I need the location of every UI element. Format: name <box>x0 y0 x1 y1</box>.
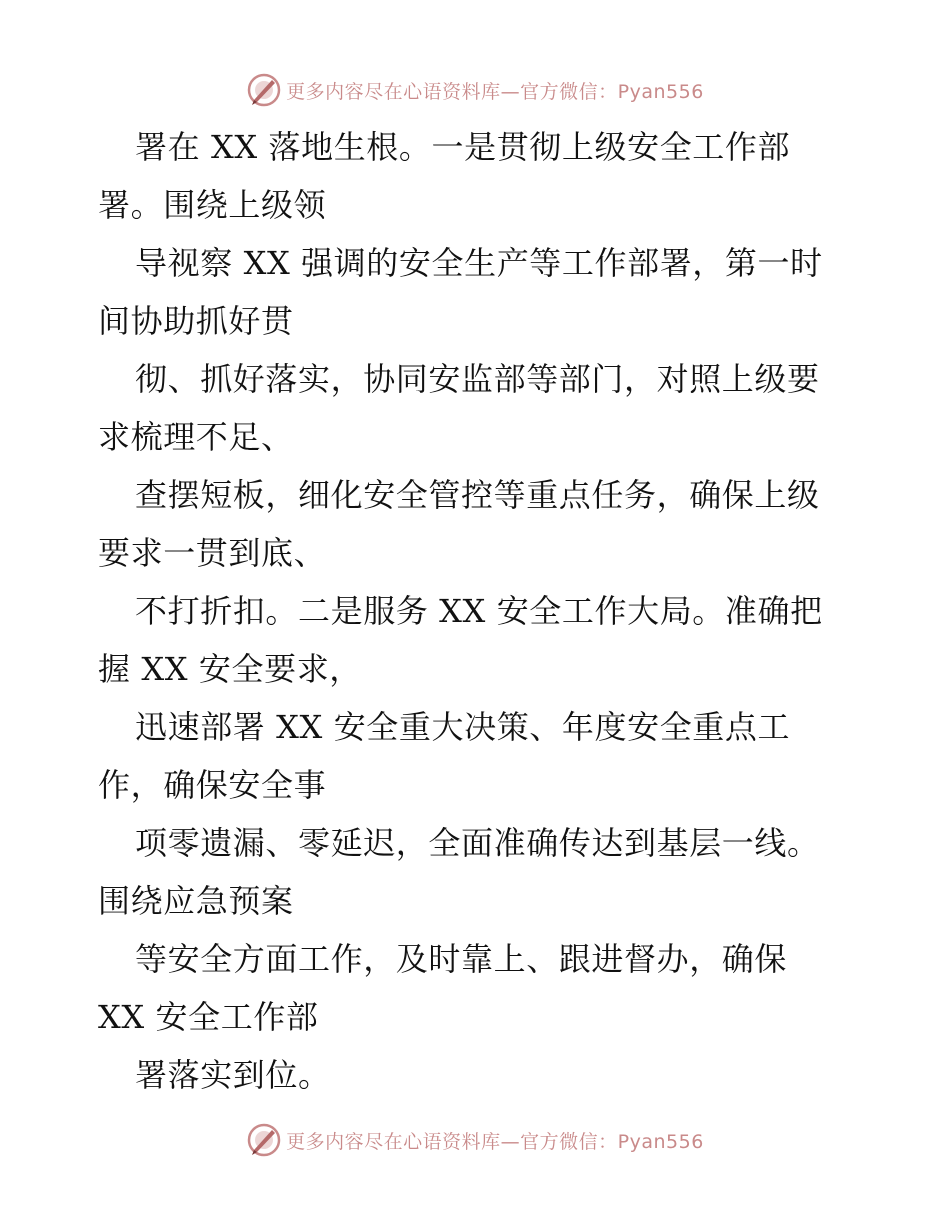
text-line: 迅速部署 XX 安全重大决策、年度安全重点工 <box>135 708 791 746</box>
text-line: 求梳理不足、 <box>98 418 294 456</box>
text-line: 间协助抓好贯 <box>98 302 294 340</box>
quill-pen-logo-icon <box>246 72 282 108</box>
watermark-text: 更多内容尽在心语资料库—官方微信：Pyan556 <box>286 80 704 103</box>
text-line: 要求一贯到底、 <box>98 534 327 572</box>
paragraph <box>98 1046 858 1104</box>
paragraph <box>98 814 858 930</box>
text-line: 等安全方面工作，及时靠上、跟进督办，确保 <box>135 940 788 978</box>
text-line: 署在 XX 落地生根。一是贯彻上级安全工作部 <box>135 128 791 166</box>
paragraph <box>98 350 858 466</box>
text-line: 署落实到位。 <box>135 1056 331 1094</box>
text-line: 作，确保安全事 <box>98 766 327 804</box>
paragraph <box>98 582 858 698</box>
text-line: 握 XX 安全要求， <box>98 650 362 688</box>
header-watermark <box>0 70 950 110</box>
document-body <box>98 118 858 1104</box>
paragraph <box>98 234 858 350</box>
footer-watermark <box>0 1120 950 1160</box>
quill-pen-logo-icon <box>246 1122 282 1158</box>
text-line: 不打折扣。二是服务 XX 安全工作大局。准确把 <box>135 592 823 630</box>
paragraph <box>98 118 858 234</box>
paragraph <box>98 698 858 814</box>
text-line: 围绕应急预案 <box>98 882 294 920</box>
text-line: 导视察 XX 强调的安全生产等工作部署，第一时 <box>135 244 823 282</box>
text-line: 署。围绕上级领 <box>98 186 327 224</box>
text-line: 彻、抓好落实，协同安监部等部门，对照上级要 <box>135 360 820 398</box>
paragraph <box>98 930 858 1046</box>
text-line: 项零遗漏、零延迟，全面准确传达到基层一线。 <box>135 824 820 862</box>
text-line: XX 安全工作部 <box>98 998 319 1036</box>
watermark-text: 更多内容尽在心语资料库—官方微信：Pyan556 <box>286 1130 704 1153</box>
paragraph <box>98 466 858 582</box>
text-line: 查摆短板，细化安全管控等重点任务，确保上级 <box>135 476 820 514</box>
